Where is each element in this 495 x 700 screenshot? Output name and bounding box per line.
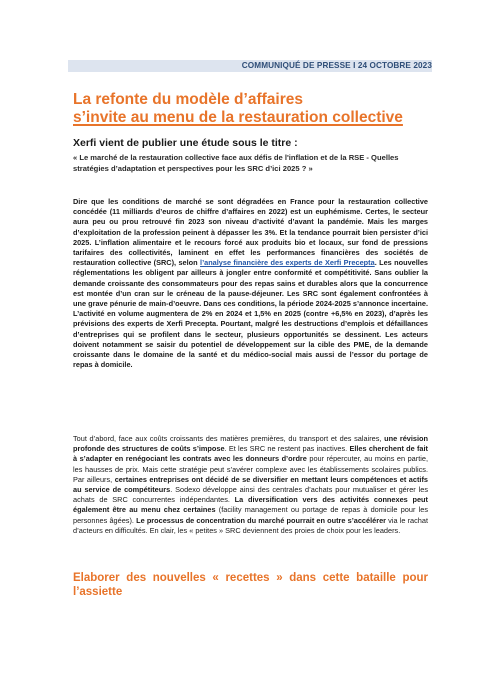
headline-line-1: La refonte du modèle d’affaires [73, 91, 303, 108]
body-text-2: . Et les SRC ne restent pas inactives. [224, 444, 350, 454]
headline [73, 91, 433, 127]
xerfi-precepta-link[interactable]: l’analyse financière des experts de Xerfi Precepta [200, 258, 375, 268]
body-text-6: via le rachat d’acteurs en difficultés. En clair, les « petites » SRC deviennent des proies de choix pour les leaders. [73, 515, 428, 535]
body-bold-1: une révision profonde des structures de coûts s’impose [73, 434, 429, 454]
body-paragraph [73, 434, 428, 536]
intro-paragraph [73, 197, 428, 370]
body-text-3: pour répercuter, au moins en partie, les hausses de prix. Mais cette stratégie peut s’avérer complexe avec les établissements scolaires publics. Par ailleurs, [73, 454, 428, 484]
intro-text-1: Dire que les conditions de marché se sont dégradées en France pour la restauration collective concédée (11 milliards d’euros de chiffre d’affaires en 2022) est un euphémisme. Certes, le secteur aura peu ou prou retrouvé fin 2023 son niveau d’activité d’avant la pandémie. Mais les marges d’exploitation de la profession peinent à dépasser les 3%. Et la tendance pourrait bien persister d’ici 2025. L’inflation alimentaire et le recours forcé aux produits bio et locaux, sur fond de pressions tarifaires des collectivités, laminent en effet les performances financières des sociétés de restauration collective (SRC), selon [73, 197, 428, 268]
headline-line-2: s’invite au menu de la restauration collective [73, 109, 403, 126]
press-release-header: COMMUNIQUÉ DE PRESSE I 24 OCTOBRE 2023 [241, 61, 432, 70]
section-heading: Elaborer des nouvelles « recettes » dans cette bataille pour l’assiette [73, 572, 428, 598]
study-title: « Le marché de la restauration collective face aux défis de l'inflation et de la RSE - Quelles stratégies d’adaptation et perspectives pour les SRC d’ici 2025 ? » [73, 153, 399, 173]
body-text-1: Tout d’abord, face aux coûts croissants des matières premières, du transport et des salaires, [73, 434, 385, 443]
body-bold-3: certaines entreprises ont décidé de se diversifier en mettant leurs compétences et actifs au service de compétiteurs [73, 474, 428, 495]
body-bold-4: La diversification vers des activités connexes peut également être au menu chez certaines [73, 495, 428, 515]
intro-text-2: . Les nouvelles réglementations les obligent par ailleurs à jongler entre conformité et compétitivité. Sans oublier la demande croissante des consommateurs pour des repas sains et durables alors que la concurrence est montée d’un cran sur le créneau de la pause-déjeuner. Les SRC sont également confrontées à une grave pénurie de main-d’oeuvre. Dans ces conditions, la période 2024-2025 s’annonce incertaine. L’activité en volume augmentera de 2% en 2024 et 1,5% en 2025 (contre +6,5% en 2023), d’après les prévisions des experts de Xerfi Precepta. Pourtant, malgré les destructions d’emplois et défaillances d’entreprises qui se profilent dans le secteur, plusieurs opportunités se dessinent. Les acteurs doivent notamment se saisir du potentiel de développement sur la cible des PME, de la demande croissante dans le domaine de la santé et du médico-social mais aussi de l’essor du portage de repas à domicile. [73, 258, 428, 370]
body-text-5: (facility management ou portage de repas à domicile pour les personnes âgées). [73, 505, 428, 525]
body-bold-5: Le processus de concentration du marché pourrait en outre s’accélérer [136, 515, 387, 525]
body-text-4: . Sodexo développe ainsi des centrales d’achats pour mutualiser et gérer les achats de SRC concurrentes indépendantes. [73, 485, 428, 505]
study-announcement: Xerfi vient de publier une étude sous le titre : [73, 137, 298, 149]
body-bold-2: Elles cherchent de fait à s’adapter en renégociant les contrats avec les donneurs d’ordre [73, 444, 428, 464]
